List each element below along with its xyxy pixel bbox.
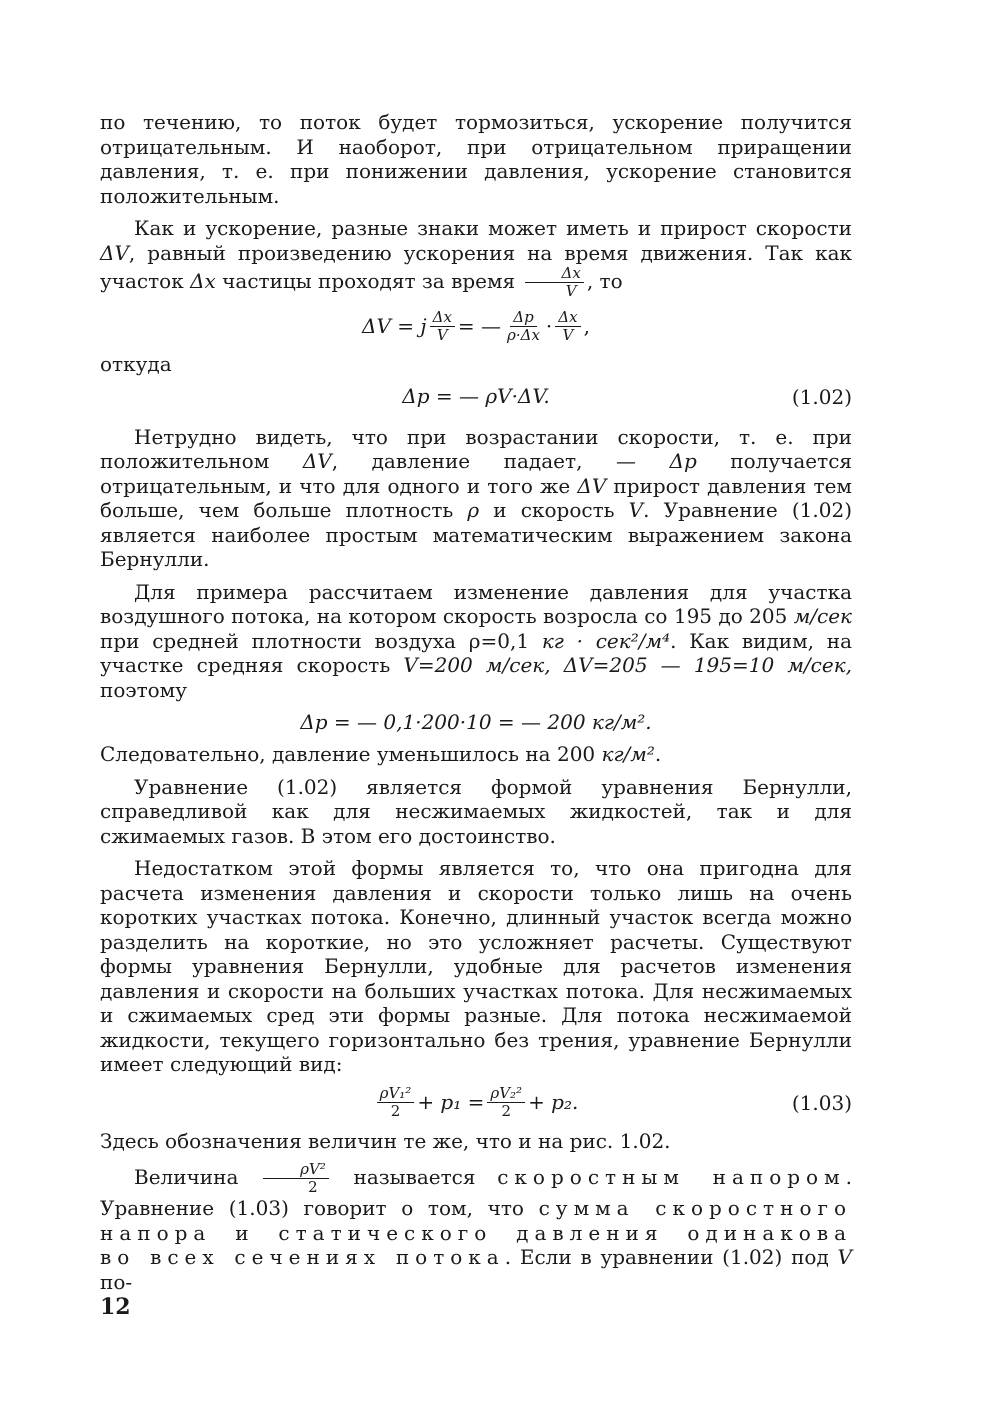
paragraph: откуда bbox=[100, 352, 172, 376]
paragraph: Для примера рассчитаем изменение давления для участка воздушного потока, на котором скорость возросла со 195 до 205 м/сек при средней плотности воздуха ρ=0,1 кг · сек²/м⁴. Как видим, на участке средняя скорость V=200 м/сек, ΔV=205 — 195=10 м/сек, поэтому bbox=[100, 579, 853, 702]
page-body bbox=[100, 110, 852, 1294]
equation-example: Δp = — 0,1·200·10 = — 200 кг/м². bbox=[300, 709, 652, 734]
paragraph: Как и ускорение, разные знаки может иметь и прирост скорости ΔV, равный произведению ускорения на время движения. Так как участок Δx частицы проходят за время $\frac{\Delta x}{V}$ , то bbox=[100, 216, 852, 300]
equation-1-02: Δp = — ρV·ΔV. (1.02) bbox=[402, 384, 852, 409]
paragraph: Недостатком этой формы является то, что она пригодна для расчета изменения давления и скорости только лишь на очень коротких участках потока. Конечно, длинный участок всегда можно разделить на короткие, но это усложняет расчеты. Существуют формы уравнения Бернулли, удобные для расчетов изменения давления и скорости на больших участках потока. Для несжимаемых и сжимаемых сред эти формы разные. Для потока несжимаемой жидкости, текущего горизонтально без трения, уравнение Бернулли имеет следующий вид: bbox=[100, 856, 852, 1076]
paragraph: Следовательно, давление уменьшилось на 200 кг/м². bbox=[100, 742, 662, 766]
paragraph: Здесь обозначения величин те же, что и на рис. 1.02. bbox=[100, 1128, 671, 1153]
paragraph: по течению, то поток будет тормозиться, ускорение получится отрицательным. И наоборот, при отрицательном приращении давления, т. е. при понижении давления, ускорение становится положительным. bbox=[100, 110, 852, 208]
equation-1-03: $\frac{\text{ρV₁²}}{2}$ + p₁ = $\frac{\text{ρV₂²}}{2}$ + p₂. (1.03) bbox=[100, 1077, 852, 1129]
equation-number: (1.03) bbox=[791, 1090, 852, 1115]
equation-dv: ΔV = j $\frac{\Delta x}{V}$ = — $\frac{\Delta p}{\rho\cdot\Delta x}$ · $\frac{\Delta x}{V}$ , bbox=[362, 307, 590, 344]
equation-number: (1.02) bbox=[791, 384, 852, 409]
paragraph: Уравнение (1.02) является формой уравнения Бернулли, справедливой как для несжимаемых жидкостей, так и для сжимаемых газов. В этом его достоинство. bbox=[100, 774, 852, 848]
paragraph: Нетрудно видеть, что при возрастании скорости, т. е. при положительном ΔV, давление падает, — Δp получается отрицательным, и что для одного и того же ΔV прирост давления тем больше, чем больше плотность ρ и скорость V. Уравнение (1.02) является наиболее простым математическим выражением закона Бернулли. bbox=[100, 424, 853, 571]
fraction: $\frac{\text{ρV²}}{2}$ bbox=[263, 1161, 329, 1196]
paragraph: Величина $\frac{\text{ρV²}}{2}$ называется скоростным напором. Уравнение (1.03) говорит о том, что сумма скоростного напора и статического давления одинакова во всех сечениях потока. Если в уравнении (1.02) под V по- bbox=[100, 1160, 853, 1294]
fraction: $\frac{\Delta x}{V}$ bbox=[525, 265, 584, 300]
page-number: 12 bbox=[100, 1294, 131, 1320]
